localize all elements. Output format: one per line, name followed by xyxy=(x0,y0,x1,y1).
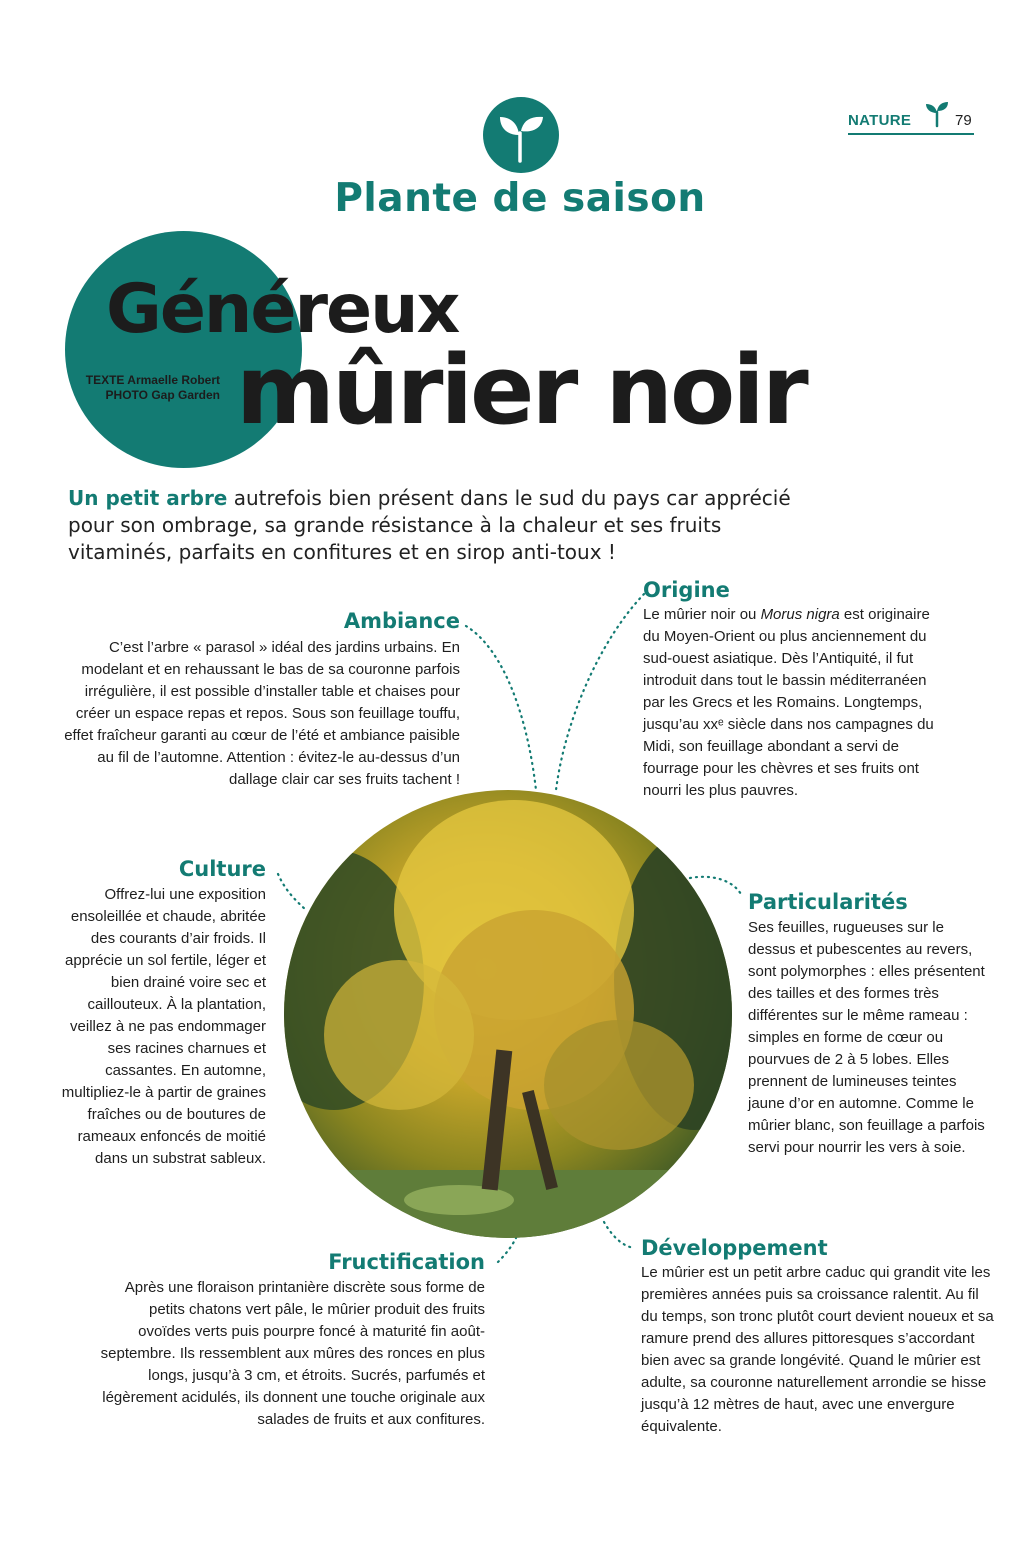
page-number: 79 xyxy=(955,112,972,129)
origine-body xyxy=(643,604,945,802)
section-label: NATURE xyxy=(848,112,912,129)
culture-body: Offrez-lui une exposition ensoleillée et chaude, abritée des courants d’air froids. Il apprécie un sol fertile, léger et bien drainé voire sec et caillouteux. À la plantation, veillez à ne pas endommager ses racines charnues et cassantes. En automne, multipliez-le à partir de graines fraîches ou de boutures de rameaux enfoncés de moitié dans un substrat sableux. xyxy=(61,886,266,1167)
culture-title: Culture xyxy=(178,857,266,881)
kicker: Plante de saison xyxy=(334,176,706,221)
origine-body-latin: Morus nigra xyxy=(760,606,840,623)
origine-title: Origine xyxy=(643,578,730,602)
intro-rest: autrefois bien présent dans le sud du pays car apprécié pour son ombrage, sa grande résistance à la chaleur et ses fruits vitaminés, parfaits en confitures et en sirop anti-toux ! xyxy=(68,486,791,564)
developpement-title: Développement xyxy=(641,1236,828,1260)
ambiance-title: Ambiance xyxy=(343,609,460,633)
fructification-title: Fructification xyxy=(328,1250,485,1274)
origine-body-post: est originaire du Moyen-Orient ou plus anciennement du sud-ouest asiatique. Dès l’Antiquité, il fut introduit dans tout le bassin méditerranéen par les Grecs et les Romains. Longtemps, jusqu’au xxᵉ siècle dans nos campagnes du Midi, son feuillage abondant a servi de fourrage pour les chèvres et ses fruits ont nourri les plus pauvres. xyxy=(643,606,934,799)
photo-credit: PHOTO Gap Garden xyxy=(105,388,220,402)
connector-origine xyxy=(556,594,644,790)
developpement-body: Le mûrier est un petit arbre caduc qui grandit vite les premières années puis sa croissance ralentit. Au fil du temps, son tronc plutôt court devient noueux et sa ramure prend des allures pittoresques s’accordant bien avec sa grande longévité. Quand le mûrier est adulte, sa couronne naturellement arrondie se hisse jusqu’à 12 mètres de haut, avec une envergure équivalente. xyxy=(641,1264,994,1435)
intro-lead: Un petit arbre xyxy=(68,486,228,510)
origine-body-pre: Le mûrier noir ou xyxy=(643,606,761,623)
ambiance-body: C’est l’arbre « parasol » idéal des jardins urbains. En modelant et en rehaussant le bas de sa couronne parfois irrégulière, il est possible d’installer table et chaises pour créer un espace repas et repos. Sous son feuillage touffu, effet fraîcheur garanti au cœur de l’été et ambiance paisible au fil de l’automne. Attention : évitez-le au-dessus d’un dallage clair car ses fruits tachent ! xyxy=(64,639,460,788)
connector-fructification xyxy=(498,1238,516,1262)
particularites-body: Ses feuilles, rugueuses sur le dessus et pubescentes au revers, sont polymorphes : elles présentent des tailles et des formes très différentes sur le même rameau : simples en forme de cœur ou pourvues de 2 à 5 lobes. Elles prennent de lumineuses teintes jaune d’or en automne. Comme le mûrier blanc, son feuillage a parfois servi pour nourrir les vers à soie. xyxy=(748,919,985,1156)
connector-ambiance xyxy=(466,626,536,790)
title-line-1: Généreux xyxy=(106,270,459,349)
title-line-2: mûrier noir xyxy=(236,336,806,446)
particularites-title: Particularités xyxy=(748,890,908,914)
mulberry-tree-photo xyxy=(284,790,732,1238)
text-credit: TEXTE Armaelle Robert xyxy=(85,373,220,387)
fructification-body: Après une floraison printanière discrète sous forme de petits chatons vert pâle, le mûrier produit des fruits ovoïdes verts puis pourpre foncé à maturité fin août-septembre. Ils ressemblent aux mûres des ronces en plus longs, jusqu’à 3 cm, et étroits. Sucrés, parfumés et légèrement acidulés, ils donnent une touche originale aux salades de fruits et aux confitures. xyxy=(100,1279,485,1428)
